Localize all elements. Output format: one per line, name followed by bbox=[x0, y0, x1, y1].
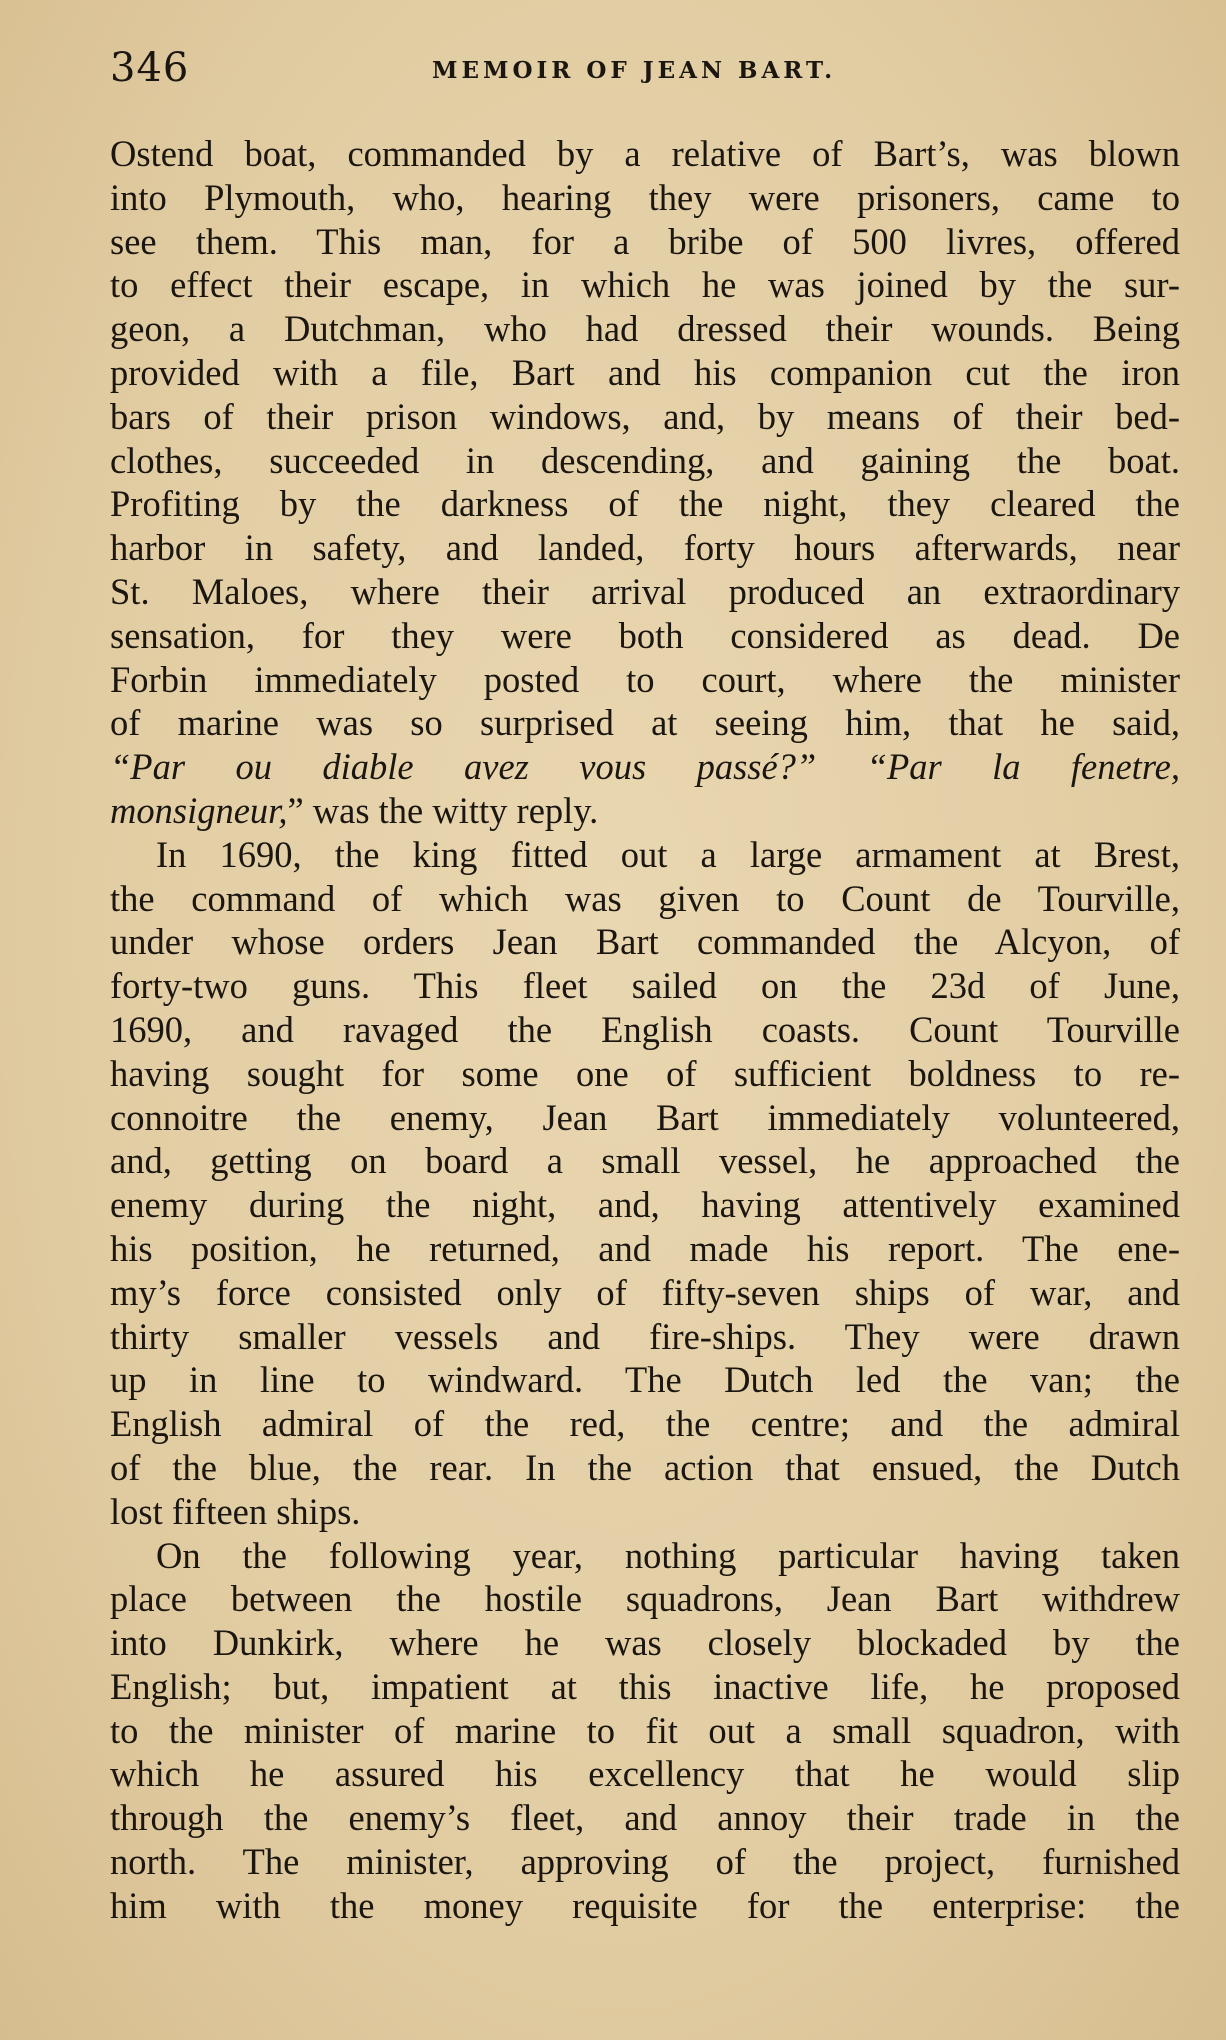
text-line: to effect their escape, in which he was joined by the sur- bbox=[110, 264, 1180, 306]
text-line: up in line to windward. The Dutch led the van; the bbox=[110, 1359, 1180, 1401]
text-line: enemy during the night, and, having attentively examined bbox=[110, 1184, 1180, 1226]
text-line: clothes, succeeded in descending, and gaining the boat. bbox=[110, 439, 1180, 481]
text-line: to the minister of marine to fit out a small squadron, with bbox=[110, 1709, 1180, 1751]
running-head bbox=[110, 36, 1180, 96]
text-line: into Plymouth, who, hearing they were prisoners, came to bbox=[110, 176, 1180, 218]
text-line: forty-two guns. This fleet sailed on the 23d of June, bbox=[110, 965, 1180, 1007]
text-line: St. Maloes, where their arrival produced an extraordinary bbox=[110, 570, 1180, 612]
text-line: Profiting by the darkness of the night, they cleared the bbox=[110, 483, 1180, 525]
text-line: his position, he returned, and made his report. The ene- bbox=[110, 1227, 1180, 1269]
text-line: English admiral of the red, the centre; and the admiral bbox=[110, 1403, 1180, 1445]
text-line: having sought for some one of sufficient boldness to re- bbox=[110, 1052, 1180, 1094]
body-text bbox=[110, 132, 1180, 1928]
text-line: English; but, impatient at this inactive life, he proposed bbox=[110, 1665, 1180, 1707]
italic-word: monsigneur, bbox=[110, 789, 288, 831]
text-line: and, getting on board a small vessel, he approached the bbox=[110, 1140, 1180, 1182]
running-title: MEMOIR OF JEAN BART. bbox=[432, 57, 837, 84]
text-line: Forbin immediately posted to court, where the minister bbox=[110, 658, 1180, 700]
text-line-quote bbox=[110, 745, 1180, 789]
text-line: which he assured his excellency that he would slip bbox=[110, 1753, 1180, 1795]
text-line: harbor in safety, and landed, forty hours afterwards, near bbox=[110, 527, 1180, 569]
text-line: him with the money requisite for the enterprise: the bbox=[110, 1884, 1180, 1926]
text-line: under whose orders Jean Bart commanded the Alcyon, of bbox=[110, 921, 1180, 963]
text-line: north. The minister, approving of the project, furnished bbox=[110, 1841, 1180, 1883]
text-line: of the blue, the rear. In the action that ensued, the Dutch bbox=[110, 1446, 1180, 1488]
text-line-paragraph-start: In 1690, the king fitted out a large armament at Brest, bbox=[156, 833, 1180, 875]
text-line: the command of which was given to Count de Tourville, bbox=[110, 877, 1180, 919]
quote-question: “Par ou diable avez vous passé?” bbox=[110, 746, 817, 788]
text-line: geon, a Dutchman, who had dressed their wounds. Being bbox=[110, 308, 1180, 350]
text-line: place between the hostile squadrons, Jean Bart withdrew bbox=[110, 1578, 1180, 1620]
text-line: see them. This man, for a bribe of 500 livres, offered bbox=[110, 220, 1180, 262]
text-line: provided with a file, Bart and his companion cut the iron bbox=[110, 351, 1180, 393]
text-line: into Dunkirk, where he was closely blockaded by the bbox=[110, 1622, 1180, 1664]
text-line-paragraph-start: On the following year, nothing particular having taken bbox=[156, 1534, 1180, 1576]
text-line: sensation, for they were both considered as dead. De bbox=[110, 614, 1180, 656]
text-line: of marine was so surprised at seeing him, that he said, bbox=[110, 702, 1180, 744]
text-line: thirty smaller vessels and fire-ships. They were drawn bbox=[110, 1315, 1180, 1357]
line-rest: ” was the witty reply. bbox=[287, 789, 599, 831]
text-line-paragraph-end: lost fifteen ships. bbox=[110, 1490, 361, 1532]
quote-answer: “Par la fenetre, bbox=[866, 746, 1180, 788]
text-line: Ostend boat, commanded by a relative of Bart’s, was blown bbox=[110, 133, 1180, 174]
page-number: 346 bbox=[110, 45, 190, 91]
text-line: bars of their prison windows, and, by means of their bed- bbox=[110, 395, 1180, 437]
text-line-paragraph-end bbox=[110, 789, 1180, 833]
text-line: 1690, and ravaged the English coasts. Count Tourville bbox=[110, 1008, 1180, 1050]
text-line: connoitre the enemy, Jean Bart immediately volunteered, bbox=[110, 1096, 1180, 1138]
text-line: through the enemy’s fleet, and annoy their trade in the bbox=[110, 1797, 1180, 1839]
text-line: my’s force consisted only of fifty-seven ships of war, and bbox=[110, 1271, 1180, 1313]
